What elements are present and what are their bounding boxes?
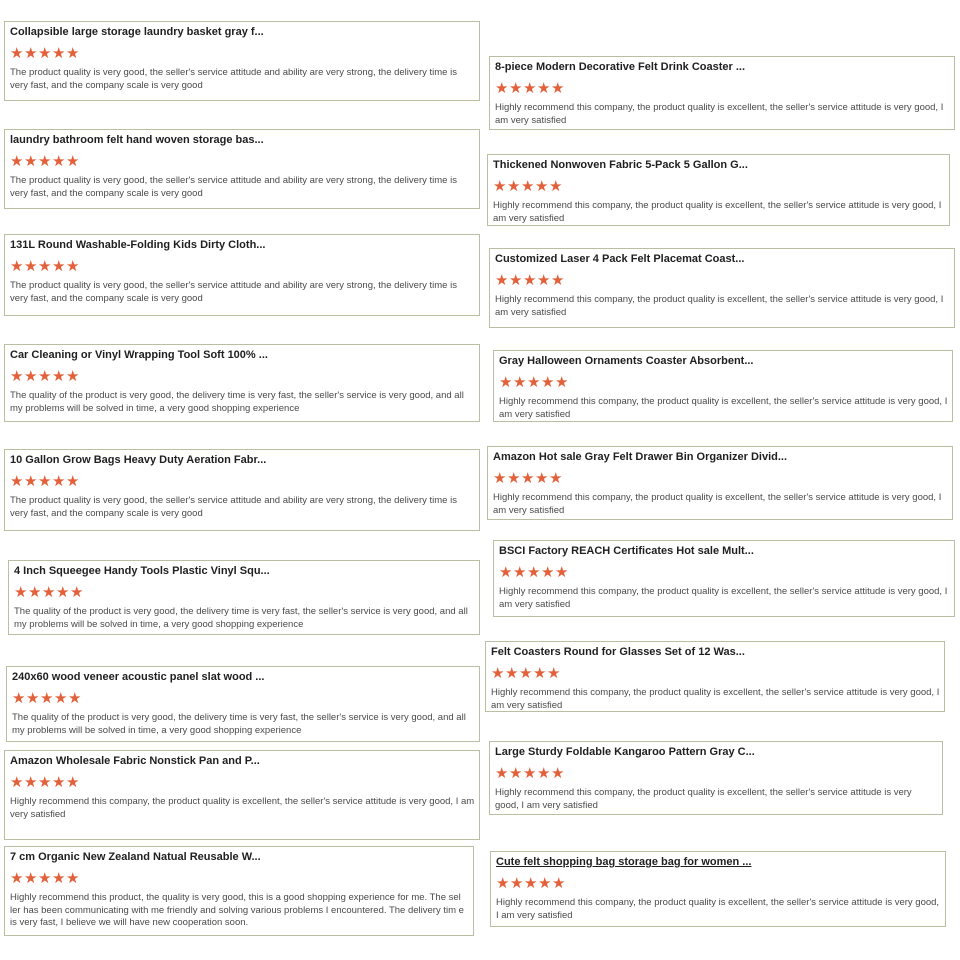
star-icon: ★ <box>523 272 537 289</box>
star-icon: ★ <box>493 470 507 487</box>
product-title[interactable]: 7 cm Organic New Zealand Natual Reusable W... <box>10 851 261 863</box>
star-icon: ★ <box>524 875 538 892</box>
star-icon: ★ <box>495 272 509 289</box>
star-icon: ★ <box>549 470 563 487</box>
product-title[interactable]: Customized Laser 4 Pack Felt Placemat Coast... <box>495 253 745 265</box>
star-icon: ★ <box>52 153 66 170</box>
product-title[interactable]: Collapsible large storage laundry basket gray f... <box>10 26 264 38</box>
star-icon: ★ <box>527 564 541 581</box>
star-icon: ★ <box>38 870 52 887</box>
star-icon: ★ <box>537 80 551 97</box>
star-rating <box>491 666 940 682</box>
star-icon: ★ <box>551 272 565 289</box>
star-rating <box>12 691 475 707</box>
star-icon: ★ <box>507 470 521 487</box>
star-icon: ★ <box>52 258 66 275</box>
review-text: The product quality is very good, the seller's service attitude and ability are very strong, the delivery time is very fast, and the company scale is very good <box>10 67 457 91</box>
star-rating <box>10 369 475 385</box>
star-icon: ★ <box>26 690 40 707</box>
review-card[interactable] <box>489 56 955 130</box>
star-icon: ★ <box>56 584 70 601</box>
star-icon: ★ <box>52 473 66 490</box>
star-icon: ★ <box>547 665 561 682</box>
star-icon: ★ <box>513 374 527 391</box>
star-icon: ★ <box>555 564 569 581</box>
review-text: Highly recommend this company, the product quality is excellent, the seller's service attitude is very good, I am very satisfied <box>495 787 912 811</box>
star-icon: ★ <box>38 473 52 490</box>
star-icon: ★ <box>10 258 24 275</box>
star-icon: ★ <box>552 875 566 892</box>
star-icon: ★ <box>499 564 513 581</box>
star-icon: ★ <box>549 178 563 195</box>
product-title[interactable]: Cute felt shopping bag storage bag for women ... <box>496 856 752 868</box>
star-icon: ★ <box>10 870 24 887</box>
star-icon: ★ <box>551 80 565 97</box>
review-card[interactable] <box>487 154 950 226</box>
star-icon: ★ <box>507 178 521 195</box>
product-title[interactable]: 240x60 wood veneer acoustic panel slat wood ... <box>12 671 265 683</box>
review-text: Highly recommend this company, the product quality is excellent, the seller's service attitude is very good, I am very satisfied <box>495 102 944 126</box>
review-text: Highly recommend this product, the quality is very good, this is a good shopping experience for me. The sel ler has been communicating with me friendly and solving various problems I encountered. The delivery tim e is very fast, I believe we will have new cooperation soon. <box>10 892 464 928</box>
star-icon: ★ <box>513 564 527 581</box>
star-icon: ★ <box>54 690 68 707</box>
review-card[interactable] <box>4 129 480 209</box>
star-icon: ★ <box>10 45 24 62</box>
review-card[interactable] <box>8 560 480 635</box>
star-icon: ★ <box>491 665 505 682</box>
star-icon: ★ <box>14 584 28 601</box>
product-title[interactable]: Gray Halloween Ornaments Coaster Absorbent... <box>499 355 754 367</box>
review-text: Highly recommend this company, the product quality is excellent, the seller's service attitude is very good, I am very satisfied <box>493 492 942 516</box>
star-icon: ★ <box>509 272 523 289</box>
star-icon: ★ <box>10 153 24 170</box>
product-title[interactable]: Amazon Hot sale Gray Felt Drawer Bin Organizer Divid... <box>493 451 788 463</box>
review-card[interactable] <box>490 851 946 927</box>
product-title[interactable]: 131L Round Washable-Folding Kids Dirty Cloth... <box>10 239 266 251</box>
star-rating <box>10 154 475 170</box>
star-icon: ★ <box>24 45 38 62</box>
star-icon: ★ <box>521 178 535 195</box>
star-icon: ★ <box>38 368 52 385</box>
review-text: Highly recommend this company, the product quality is excellent, the seller's service attitude is very good, I am very satisfied <box>499 396 948 420</box>
review-card[interactable] <box>487 446 953 520</box>
review-card[interactable] <box>4 344 480 422</box>
star-icon: ★ <box>24 870 38 887</box>
star-icon: ★ <box>538 875 552 892</box>
product-title[interactable]: BSCI Factory REACH Certificates Hot sale Mult... <box>499 545 754 557</box>
review-card[interactable] <box>485 641 945 712</box>
star-icon: ★ <box>24 473 38 490</box>
review-card[interactable] <box>4 449 480 531</box>
star-icon: ★ <box>28 584 42 601</box>
star-icon: ★ <box>509 80 523 97</box>
star-rating <box>499 565 950 581</box>
product-title[interactable]: Large Sturdy Foldable Kangaroo Pattern Gray C... <box>495 746 755 758</box>
star-rating <box>10 46 475 62</box>
review-card[interactable] <box>4 21 480 101</box>
product-title[interactable]: 10 Gallon Grow Bags Heavy Duty Aeration Fabr... <box>10 454 267 466</box>
star-rating <box>495 273 950 289</box>
review-text: Highly recommend this company, the product quality is excellent, the seller's service attitude is very good, I am very satisfied <box>493 200 942 224</box>
star-rating <box>499 375 948 391</box>
star-icon: ★ <box>66 473 80 490</box>
star-icon: ★ <box>495 765 509 782</box>
star-icon: ★ <box>52 870 66 887</box>
star-icon: ★ <box>38 258 52 275</box>
star-icon: ★ <box>10 473 24 490</box>
star-icon: ★ <box>38 774 52 791</box>
star-icon: ★ <box>521 470 535 487</box>
star-icon: ★ <box>52 368 66 385</box>
product-title[interactable]: Thickened Nonwoven Fabric 5-Pack 5 Gallon G... <box>493 159 748 171</box>
star-icon: ★ <box>510 875 524 892</box>
star-icon: ★ <box>496 875 510 892</box>
star-icon: ★ <box>535 178 549 195</box>
star-icon: ★ <box>527 374 541 391</box>
star-icon: ★ <box>66 45 80 62</box>
star-icon: ★ <box>40 690 54 707</box>
star-icon: ★ <box>70 584 84 601</box>
review-text: Highly recommend this company, the product quality is excellent, the seller's service attitude is very good, I am very satisfied <box>496 897 940 921</box>
star-icon: ★ <box>66 368 80 385</box>
star-icon: ★ <box>495 80 509 97</box>
review-text: The quality of the product is very good, the delivery time is very fast, the seller's service is very good, and all my problems will be solved in time, a very good shopping experience <box>10 390 464 414</box>
star-icon: ★ <box>519 665 533 682</box>
star-icon: ★ <box>24 153 38 170</box>
product-title[interactable]: laundry bathroom felt hand woven storage bas... <box>10 134 264 146</box>
review-text: Highly recommend this company, the product quality is excellent, the seller's service attitude is very good, I am very satisfied <box>491 687 940 711</box>
star-icon: ★ <box>555 374 569 391</box>
star-icon: ★ <box>42 584 56 601</box>
star-rating <box>495 81 950 97</box>
review-text: The product quality is very good, the seller's service attitude and ability are very strong, the delivery time is very fast, and the company scale is very good <box>10 175 457 199</box>
star-icon: ★ <box>66 870 80 887</box>
review-text: Highly recommend this company, the product quality is excellent, the seller's service attitude is very good, I am very satisfied <box>495 294 944 318</box>
star-rating <box>10 474 475 490</box>
star-rating <box>495 766 938 782</box>
review-text: The product quality is very good, the seller's service attitude and ability are very strong, the delivery time is very fast, and the company scale is very good <box>10 495 457 519</box>
star-rating <box>10 259 475 275</box>
star-rating <box>496 876 941 892</box>
star-icon: ★ <box>66 258 80 275</box>
star-icon: ★ <box>38 153 52 170</box>
star-rating <box>10 871 469 887</box>
star-icon: ★ <box>68 690 82 707</box>
star-icon: ★ <box>12 690 26 707</box>
star-icon: ★ <box>509 765 523 782</box>
review-card[interactable] <box>493 350 953 422</box>
star-icon: ★ <box>66 774 80 791</box>
star-icon: ★ <box>24 258 38 275</box>
review-text: Highly recommend this company, the product quality is excellent, the seller's service attitude is very good, I am very satisfied <box>10 796 475 820</box>
star-icon: ★ <box>505 665 519 682</box>
review-card[interactable] <box>489 741 943 815</box>
product-title[interactable]: Felt Coasters Round for Glasses Set of 12 Was... <box>491 646 745 658</box>
star-icon: ★ <box>523 80 537 97</box>
review-card[interactable] <box>6 666 480 742</box>
star-icon: ★ <box>24 368 38 385</box>
product-title[interactable]: Amazon Wholesale Fabric Nonstick Pan and P... <box>10 755 260 767</box>
star-icon: ★ <box>537 272 551 289</box>
star-rating <box>10 775 475 791</box>
star-icon: ★ <box>537 765 551 782</box>
star-icon: ★ <box>66 153 80 170</box>
star-icon: ★ <box>523 765 537 782</box>
star-icon: ★ <box>533 665 547 682</box>
product-title[interactable]: Car Cleaning or Vinyl Wrapping Tool Soft 100% ... <box>10 349 268 361</box>
review-text: The quality of the product is very good, the delivery time is very fast, the seller's service is very good, and all my problems will be solved in time, a very good shopping experience <box>12 712 466 736</box>
review-text: Highly recommend this company, the product quality is excellent, the seller's service attitude is very good, I am very satisfied <box>499 586 948 610</box>
star-icon: ★ <box>551 765 565 782</box>
review-card[interactable] <box>489 248 955 328</box>
star-icon: ★ <box>52 45 66 62</box>
star-icon: ★ <box>493 178 507 195</box>
star-rating <box>493 471 948 487</box>
product-title[interactable]: 4 Inch Squeegee Handy Tools Plastic Vinyl Squ... <box>14 565 270 577</box>
review-card[interactable] <box>4 750 480 840</box>
star-icon: ★ <box>10 774 24 791</box>
review-card[interactable] <box>4 846 474 936</box>
star-icon: ★ <box>52 774 66 791</box>
review-text: The product quality is very good, the seller's service attitude and ability are very strong, the delivery time is very fast, and the company scale is very good <box>10 280 457 304</box>
star-icon: ★ <box>499 374 513 391</box>
star-rating <box>493 179 945 195</box>
review-card[interactable] <box>493 540 955 617</box>
star-rating <box>14 585 475 601</box>
star-icon: ★ <box>24 774 38 791</box>
review-card[interactable] <box>4 234 480 316</box>
review-text: The quality of the product is very good, the delivery time is very fast, the seller's service is very good, and all my problems will be solved in time, a very good shopping experience <box>14 606 468 630</box>
star-icon: ★ <box>38 45 52 62</box>
star-icon: ★ <box>10 368 24 385</box>
product-title[interactable]: 8-piece Modern Decorative Felt Drink Coaster ... <box>495 61 746 73</box>
star-icon: ★ <box>541 374 555 391</box>
star-icon: ★ <box>541 564 555 581</box>
star-icon: ★ <box>535 470 549 487</box>
